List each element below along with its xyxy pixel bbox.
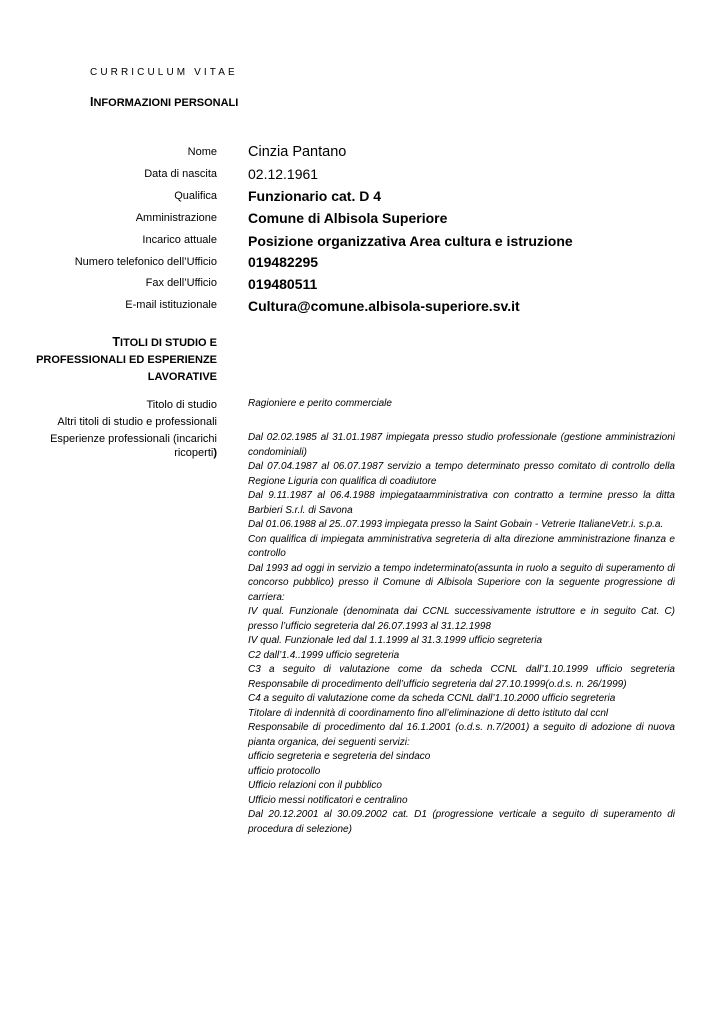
experience-line: C4 a seguito di valutazione come da scheda CCNL dall’1.10.2000 ufficio segreteria (248, 693, 616, 704)
experience-line: condominiali) (248, 446, 307, 458)
section-title-rest: NFORMAZIONI PERSONALI (93, 97, 239, 109)
experience-line: Dal 02.02.1985 al 31.01.1987 impiegata presso studio professionale (gestione amministrazioni (248, 432, 675, 443)
label-nome: Nome (187, 146, 217, 158)
value-telefono: 019482295 (248, 254, 319, 270)
label-esperienze-ricoperti: ricoperti (174, 447, 214, 459)
label-telefono: Numero telefonico dell’Ufficio (74, 256, 217, 268)
value-fax: 019480511 (248, 276, 318, 292)
value-email: Cultura@comune.albisola-superiore.sv.it (248, 298, 520, 314)
section-title-personal (90, 94, 238, 112)
label-esperienze (50, 432, 217, 460)
label-email: E-mail istituzionale (125, 299, 217, 311)
value-amministrazione: Comune di Albisola Superiore (248, 210, 448, 226)
experience-line: C3 a seguito di valutazione come da scheda CCNL dall’1.10.1999 ufficio segreteria (248, 664, 675, 675)
document-header: CURRICULUM VITAE (90, 67, 238, 78)
label-incarico-attuale: Incarico attuale (142, 234, 217, 246)
experience-line: pianta organica, dei seguenti servizi: (248, 736, 410, 748)
label-qualifica: Qualifica (174, 190, 217, 202)
section-title-initial: I (90, 95, 94, 109)
experience-line: concorso pubblico) presso il Comune di Albisola Superiore con la seguente progressione di (248, 577, 675, 588)
value-nome: Cinzia Pantano (248, 144, 347, 160)
experience-line: Ufficio messi notificatori e centralino (248, 794, 408, 806)
label-esperienze-line2 (50, 446, 217, 460)
experience-line: presso l’ufficio segreteria dal 26.07.1993 al 31.12.1998 (248, 620, 491, 632)
section-title-titoli-line1 (36, 334, 217, 352)
experience-line: Barbieri S.r.l. di Savona (248, 504, 353, 516)
experience-line: Dal 9.11.1987 al 06.4.1988 impiegataamministrativa con contratto a termine presso la ditta (248, 490, 675, 501)
section-title-titoli-line3: LAVORATIVE (147, 371, 217, 383)
experience-line: IV qual. Funzionale Ied dal 1.1.1999 al 31.3.1999 ufficio segreteria (248, 635, 543, 646)
experience-line: Responsabile di procedimento dal 16.1.2001 (o.d.s. n.7/2001) a seguito di adozione di nuova (248, 722, 675, 733)
section-title-titoli (36, 334, 217, 386)
experience-line: ufficio protocollo (248, 765, 321, 777)
experience-line: IV qual. Funzionale (denominata dai CCNL successivamente istruttore e in seguito Cat. C) (248, 606, 675, 617)
experience-line: Regione Liguria con qualifica di coadiutore (248, 475, 437, 487)
value-data-nascita: 02.12.1961 (248, 166, 319, 182)
label-amministrazione: Amministrazione (135, 212, 217, 224)
experience-line: Dal 1993 ad oggi in servizio a tempo indeterminato(assunta in ruolo a seguito di superamento di (248, 562, 675, 574)
experience-line: carriera: (248, 591, 285, 603)
label-titolo-studio: Titolo di studio (146, 399, 217, 411)
experience-line: procedura di selezione) (248, 823, 352, 835)
value-incarico-attuale: Posizione organizzativa Area cultura e istruzione (248, 233, 573, 249)
experience-line: C2 dall’1.4..1999 ufficio segreteria (248, 649, 400, 661)
experience-list (248, 431, 675, 837)
experience-line: Titolare di indennità di coordinamento fino all’eliminazione di detto istituto dal ccnl (248, 707, 609, 719)
experience-line: Dal 01.06.1988 al 25..07.1993 impiegata presso la Saint Gobain - Vetrerie ItalianeVetr.i. s.p.a. (248, 519, 664, 530)
experience-line: Con qualifica di impiegata amministrativa segreteria di alta direzione amministrazione finanza e (248, 533, 675, 545)
value-titolo-studio: Ragioniere e perito commerciale (248, 398, 392, 409)
value-qualifica: Funzionario cat. D 4 (248, 188, 382, 204)
experience-line: ufficio segreteria e segreteria del sindaco (248, 751, 431, 762)
section-title-titoli-line2: PROFESSIONALI ED ESPERIENZE (36, 354, 217, 366)
experience-line: Dal 20.12.2001 al 30.09.2002 cat. D1 (progressione verticale a seguito di superamento di (248, 809, 675, 820)
label-fax: Fax dell’Ufficio (145, 277, 217, 289)
experience-line: Dal 07.04.1987 al 06.07.1987 servizio a tempo determinato presso comitato di controllo della (248, 461, 675, 472)
experience-line: Responsabile di procedimento dell’ufficio segreteria dal 27.10.1999(o.d.s. n. 26/1999) (248, 678, 627, 690)
label-esperienze-line1: Esperienze professionali (incarichi (50, 433, 217, 445)
experience-line: controllo (248, 548, 286, 559)
section-title-titoli-rest: ITOLI DI STUDIO E (120, 337, 217, 349)
label-altri-titoli: Altri titoli di studio e professionali (57, 416, 217, 428)
experience-line: Ufficio relazioni con il pubblico (248, 780, 382, 791)
label-esperienze-paren: ) (213, 447, 217, 459)
section-title-titoli-initial: T (112, 335, 121, 349)
label-data-nascita: Data di nascita (144, 168, 217, 180)
